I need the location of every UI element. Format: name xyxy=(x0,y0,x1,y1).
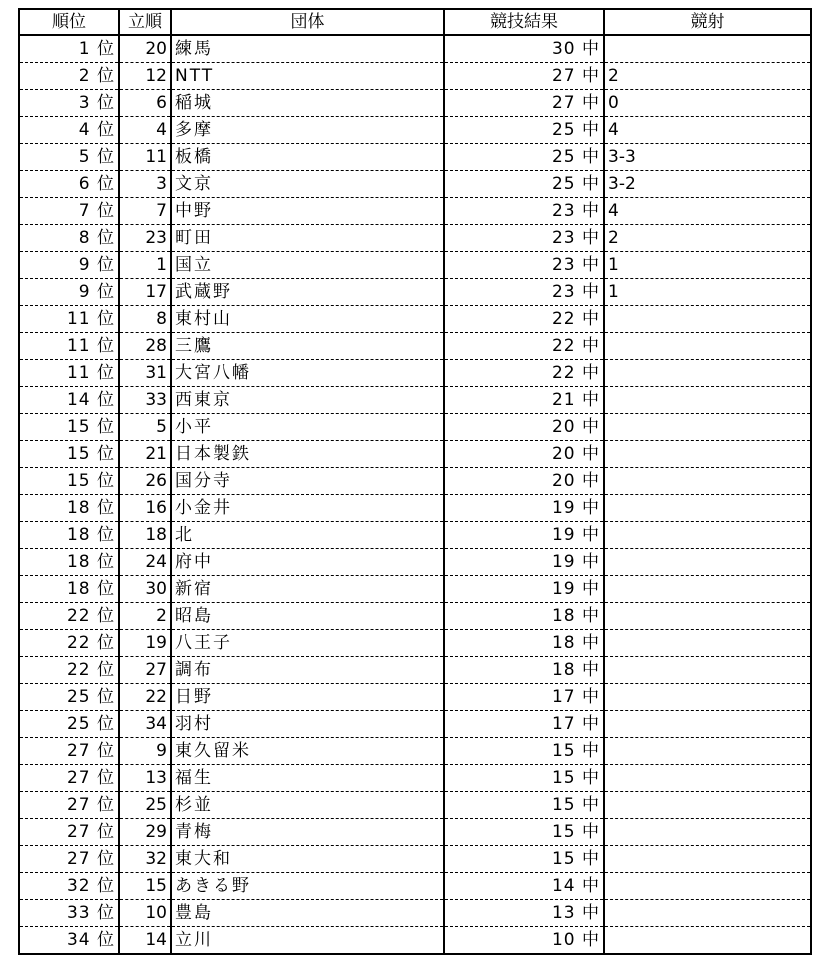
team-cell: 調布 xyxy=(171,657,444,684)
order-cell: 19 xyxy=(119,630,171,657)
team-cell: 文京 xyxy=(171,171,444,198)
order-cell: 30 xyxy=(119,576,171,603)
rank-cell: 33 位 xyxy=(19,900,119,927)
table-row xyxy=(19,630,811,657)
team-cell: 国立 xyxy=(171,252,444,279)
rank-cell: 18 位 xyxy=(19,522,119,549)
table-row xyxy=(19,900,811,927)
table-row xyxy=(19,441,811,468)
order-cell: 10 xyxy=(119,900,171,927)
result-cell: 30 中 xyxy=(444,35,604,63)
result-cell: 18 中 xyxy=(444,630,604,657)
order-cell: 4 xyxy=(119,117,171,144)
team-cell: あきる野 xyxy=(171,873,444,900)
table-row xyxy=(19,306,811,333)
shootoff-cell xyxy=(604,657,811,684)
order-cell: 29 xyxy=(119,819,171,846)
result-cell: 14 中 xyxy=(444,873,604,900)
order-cell: 2 xyxy=(119,603,171,630)
team-cell: 昭島 xyxy=(171,603,444,630)
team-cell: 小平 xyxy=(171,414,444,441)
rank-cell: 27 位 xyxy=(19,819,119,846)
shootoff-cell xyxy=(604,576,811,603)
team-cell: 豊島 xyxy=(171,900,444,927)
table-row xyxy=(19,198,811,225)
order-cell: 32 xyxy=(119,846,171,873)
team-cell: NTT xyxy=(171,63,444,90)
team-cell: 東村山 xyxy=(171,306,444,333)
result-cell: 10 中 xyxy=(444,927,604,955)
team-cell: 立川 xyxy=(171,927,444,955)
order-cell: 25 xyxy=(119,792,171,819)
rank-cell: 9 位 xyxy=(19,279,119,306)
table-row xyxy=(19,360,811,387)
rank-cell: 22 位 xyxy=(19,603,119,630)
order-cell: 18 xyxy=(119,522,171,549)
table-row xyxy=(19,468,811,495)
shootoff-cell xyxy=(604,468,811,495)
rank-cell: 15 位 xyxy=(19,414,119,441)
table-row xyxy=(19,171,811,198)
rank-cell: 2 位 xyxy=(19,63,119,90)
order-cell: 22 xyxy=(119,684,171,711)
rank-cell: 22 位 xyxy=(19,657,119,684)
rank-cell: 25 位 xyxy=(19,711,119,738)
table-row xyxy=(19,603,811,630)
rank-cell: 3 位 xyxy=(19,90,119,117)
table-row xyxy=(19,792,811,819)
shootoff-cell: 3-3 xyxy=(604,144,811,171)
results-table xyxy=(18,8,812,955)
shootoff-cell xyxy=(604,711,811,738)
team-cell: 大宮八幡 xyxy=(171,360,444,387)
team-cell: 町田 xyxy=(171,225,444,252)
rank-cell: 11 位 xyxy=(19,306,119,333)
order-cell: 3 xyxy=(119,171,171,198)
header-shootoff: 競射 xyxy=(604,9,811,35)
result-cell: 20 中 xyxy=(444,441,604,468)
table-row xyxy=(19,846,811,873)
order-cell: 20 xyxy=(119,35,171,63)
rank-cell: 18 位 xyxy=(19,495,119,522)
shootoff-cell xyxy=(604,306,811,333)
result-cell: 15 中 xyxy=(444,846,604,873)
shootoff-cell xyxy=(604,873,811,900)
rank-cell: 6 位 xyxy=(19,171,119,198)
result-cell: 27 中 xyxy=(444,63,604,90)
team-cell: 小金井 xyxy=(171,495,444,522)
result-cell: 22 中 xyxy=(444,306,604,333)
shootoff-cell xyxy=(604,35,811,63)
table-row xyxy=(19,495,811,522)
result-cell: 25 中 xyxy=(444,171,604,198)
rank-cell: 5 位 xyxy=(19,144,119,171)
header-rank: 順位 xyxy=(19,9,119,35)
table-row xyxy=(19,90,811,117)
team-cell: 羽村 xyxy=(171,711,444,738)
rank-cell: 22 位 xyxy=(19,630,119,657)
table-row xyxy=(19,765,811,792)
order-cell: 16 xyxy=(119,495,171,522)
team-cell: 板橋 xyxy=(171,144,444,171)
order-cell: 11 xyxy=(119,144,171,171)
order-cell: 15 xyxy=(119,873,171,900)
shootoff-cell xyxy=(604,792,811,819)
table-row xyxy=(19,819,811,846)
shootoff-cell: 3-2 xyxy=(604,171,811,198)
result-cell: 27 中 xyxy=(444,90,604,117)
result-cell: 23 中 xyxy=(444,198,604,225)
result-cell: 22 中 xyxy=(444,360,604,387)
team-cell: 中野 xyxy=(171,198,444,225)
table-row xyxy=(19,387,811,414)
team-cell: 国分寺 xyxy=(171,468,444,495)
order-cell: 26 xyxy=(119,468,171,495)
order-cell: 21 xyxy=(119,441,171,468)
result-cell: 19 中 xyxy=(444,495,604,522)
rank-cell: 18 位 xyxy=(19,576,119,603)
shootoff-cell xyxy=(604,522,811,549)
shootoff-cell: 0 xyxy=(604,90,811,117)
shootoff-cell xyxy=(604,360,811,387)
rank-cell: 18 位 xyxy=(19,549,119,576)
shootoff-cell xyxy=(604,927,811,955)
table-row xyxy=(19,117,811,144)
result-cell: 23 中 xyxy=(444,279,604,306)
rank-cell: 14 位 xyxy=(19,387,119,414)
team-cell: 三鷹 xyxy=(171,333,444,360)
table-row xyxy=(19,738,811,765)
table-row xyxy=(19,333,811,360)
table-row xyxy=(19,522,811,549)
result-cell: 19 中 xyxy=(444,522,604,549)
shootoff-cell: 2 xyxy=(604,225,811,252)
shootoff-cell: 4 xyxy=(604,117,811,144)
team-cell: 多摩 xyxy=(171,117,444,144)
result-cell: 13 中 xyxy=(444,900,604,927)
team-cell: 練馬 xyxy=(171,35,444,63)
team-cell: 日野 xyxy=(171,684,444,711)
shootoff-cell xyxy=(604,603,811,630)
result-cell: 23 中 xyxy=(444,252,604,279)
order-cell: 23 xyxy=(119,225,171,252)
result-cell: 20 中 xyxy=(444,414,604,441)
result-cell: 17 中 xyxy=(444,684,604,711)
order-cell: 7 xyxy=(119,198,171,225)
header-row xyxy=(19,9,811,35)
order-cell: 24 xyxy=(119,549,171,576)
result-cell: 21 中 xyxy=(444,387,604,414)
team-cell: 西東京 xyxy=(171,387,444,414)
shootoff-cell xyxy=(604,441,811,468)
table-row xyxy=(19,252,811,279)
table-row xyxy=(19,927,811,955)
rank-cell: 4 位 xyxy=(19,117,119,144)
rank-cell: 34 位 xyxy=(19,927,119,955)
team-cell: 府中 xyxy=(171,549,444,576)
shootoff-cell: 2 xyxy=(604,63,811,90)
shootoff-cell xyxy=(604,414,811,441)
team-cell: 東大和 xyxy=(171,846,444,873)
shootoff-cell xyxy=(604,333,811,360)
team-cell: 杉並 xyxy=(171,792,444,819)
team-cell: 武蔵野 xyxy=(171,279,444,306)
rank-cell: 11 位 xyxy=(19,333,119,360)
table-row xyxy=(19,657,811,684)
rank-cell: 27 位 xyxy=(19,846,119,873)
team-cell: 八王子 xyxy=(171,630,444,657)
result-cell: 25 中 xyxy=(444,144,604,171)
rank-cell: 27 位 xyxy=(19,792,119,819)
table-row xyxy=(19,279,811,306)
shootoff-cell: 4 xyxy=(604,198,811,225)
order-cell: 27 xyxy=(119,657,171,684)
table-row xyxy=(19,35,811,63)
result-cell: 17 中 xyxy=(444,711,604,738)
shootoff-cell xyxy=(604,765,811,792)
table-row xyxy=(19,144,811,171)
table-row xyxy=(19,414,811,441)
shootoff-cell xyxy=(604,495,811,522)
team-cell: 青梅 xyxy=(171,819,444,846)
result-cell: 19 中 xyxy=(444,549,604,576)
team-cell: 日本製鉄 xyxy=(171,441,444,468)
order-cell: 13 xyxy=(119,765,171,792)
rank-cell: 9 位 xyxy=(19,252,119,279)
table-row xyxy=(19,684,811,711)
order-cell: 12 xyxy=(119,63,171,90)
order-cell: 33 xyxy=(119,387,171,414)
order-cell: 8 xyxy=(119,306,171,333)
header-result: 競技結果 xyxy=(444,9,604,35)
order-cell: 31 xyxy=(119,360,171,387)
shootoff-cell xyxy=(604,819,811,846)
result-cell: 15 中 xyxy=(444,765,604,792)
result-cell: 15 中 xyxy=(444,792,604,819)
team-cell: 稲城 xyxy=(171,90,444,117)
team-cell: 東久留米 xyxy=(171,738,444,765)
shootoff-cell xyxy=(604,738,811,765)
order-cell: 5 xyxy=(119,414,171,441)
shootoff-cell xyxy=(604,900,811,927)
rank-cell: 7 位 xyxy=(19,198,119,225)
rank-cell: 8 位 xyxy=(19,225,119,252)
table-header xyxy=(19,9,811,35)
result-cell: 15 中 xyxy=(444,819,604,846)
order-cell: 6 xyxy=(119,90,171,117)
order-cell: 9 xyxy=(119,738,171,765)
order-cell: 14 xyxy=(119,927,171,955)
result-cell: 18 中 xyxy=(444,603,604,630)
header-order: 立順 xyxy=(119,9,171,35)
rank-cell: 11 位 xyxy=(19,360,119,387)
table-row xyxy=(19,63,811,90)
shootoff-cell xyxy=(604,387,811,414)
shootoff-cell xyxy=(604,846,811,873)
table-row xyxy=(19,225,811,252)
result-cell: 19 中 xyxy=(444,576,604,603)
shootoff-cell: 1 xyxy=(604,279,811,306)
table-row xyxy=(19,711,811,738)
result-cell: 18 中 xyxy=(444,657,604,684)
header-team: 団体 xyxy=(171,9,444,35)
result-cell: 20 中 xyxy=(444,468,604,495)
rank-cell: 27 位 xyxy=(19,765,119,792)
team-cell: 北 xyxy=(171,522,444,549)
result-cell: 15 中 xyxy=(444,738,604,765)
rank-cell: 25 位 xyxy=(19,684,119,711)
table-body xyxy=(19,35,811,954)
result-cell: 23 中 xyxy=(444,225,604,252)
team-cell: 福生 xyxy=(171,765,444,792)
order-cell: 28 xyxy=(119,333,171,360)
rank-cell: 27 位 xyxy=(19,738,119,765)
result-cell: 25 中 xyxy=(444,117,604,144)
table-row xyxy=(19,576,811,603)
order-cell: 34 xyxy=(119,711,171,738)
order-cell: 17 xyxy=(119,279,171,306)
rank-cell: 1 位 xyxy=(19,35,119,63)
shootoff-cell xyxy=(604,684,811,711)
table-row xyxy=(19,873,811,900)
table-row xyxy=(19,549,811,576)
rank-cell: 15 位 xyxy=(19,441,119,468)
rank-cell: 15 位 xyxy=(19,468,119,495)
shootoff-cell xyxy=(604,630,811,657)
team-cell: 新宿 xyxy=(171,576,444,603)
order-cell: 1 xyxy=(119,252,171,279)
shootoff-cell xyxy=(604,549,811,576)
rank-cell: 32 位 xyxy=(19,873,119,900)
shootoff-cell: 1 xyxy=(604,252,811,279)
result-cell: 22 中 xyxy=(444,333,604,360)
